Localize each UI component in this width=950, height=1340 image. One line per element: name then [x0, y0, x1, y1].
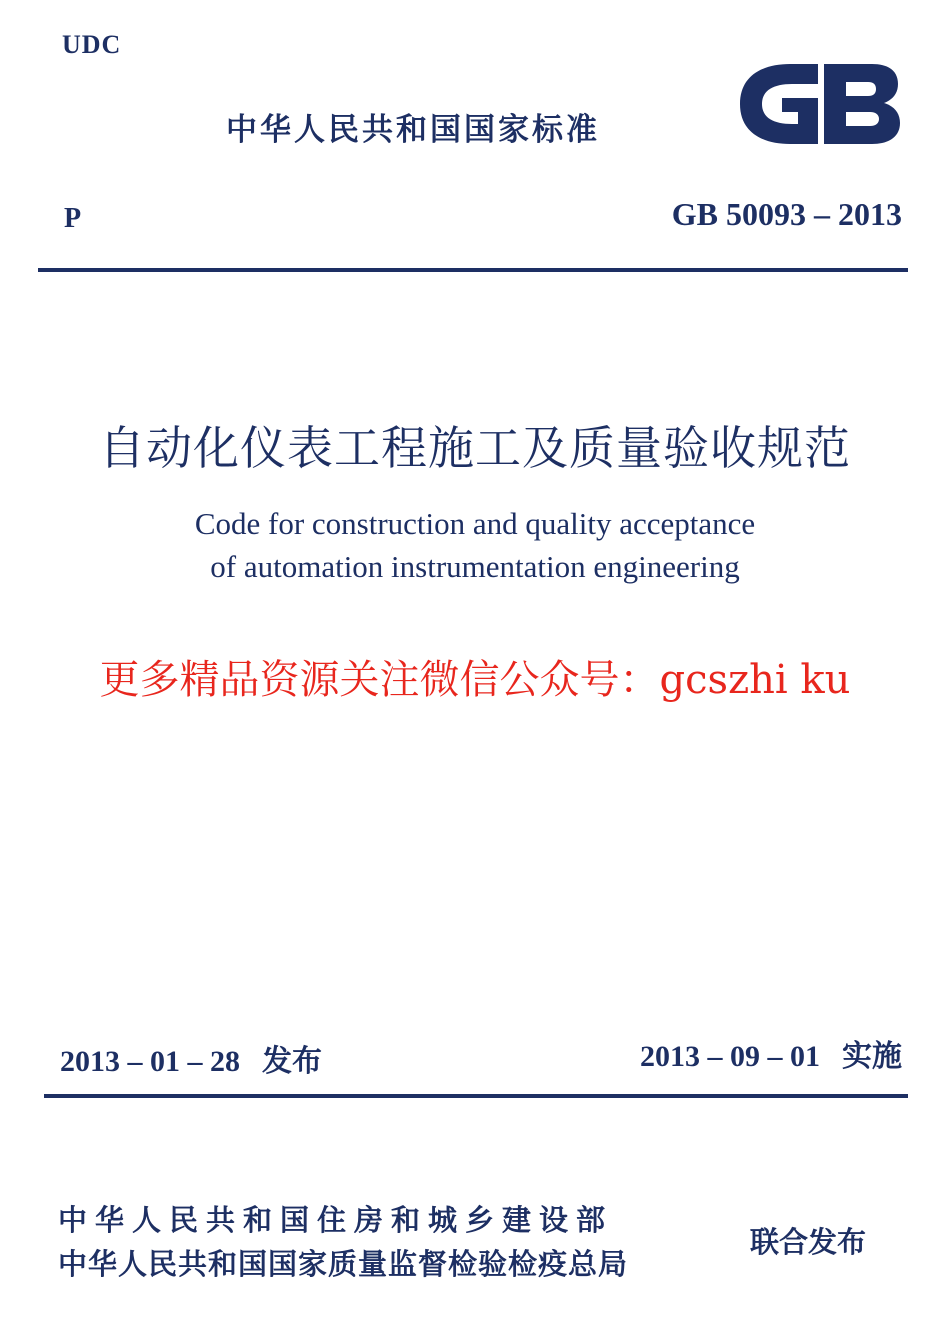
- title-english-line1: Code for construction and quality acceptance: [194, 506, 756, 541]
- gb-logo: [732, 58, 904, 150]
- issuer-line2: 中华人民共和国国家质量监督检验检疫总局: [58, 1247, 629, 1281]
- implement-date: 2013 – 09 – 01: [640, 1040, 820, 1073]
- issue-date: 2013 – 01 – 28: [60, 1045, 240, 1078]
- national-standard-heading: 中华人民共和国国家标准: [226, 112, 600, 148]
- issuer-line1: 中华人民共和国住房和城乡建设部: [58, 1203, 614, 1237]
- title-english-line2: of automation instrumentation engineering: [210, 549, 740, 584]
- promo-watermark-text: 更多精品资源关注微信公众号：gcszhi ku: [99, 657, 851, 703]
- gb-logo-g-mark: [740, 64, 818, 144]
- issue-date-block: [60, 1036, 322, 1080]
- issue-word: 发布: [262, 1044, 322, 1079]
- joint-release-label: 联合发布: [750, 1225, 867, 1259]
- title-chinese: 自动化仪表工程施工及质量验收规范: [99, 421, 851, 475]
- udc-label: UDC: [62, 30, 122, 59]
- implement-date-block: [640, 1031, 902, 1075]
- bottom-divider: [44, 1094, 908, 1098]
- category-code: P: [64, 203, 82, 234]
- gb-logo-b-mark: [824, 64, 900, 144]
- implement-word: 实施: [842, 1039, 902, 1074]
- top-divider: [38, 268, 908, 272]
- standard-number: GB 50093 – 2013: [671, 196, 902, 232]
